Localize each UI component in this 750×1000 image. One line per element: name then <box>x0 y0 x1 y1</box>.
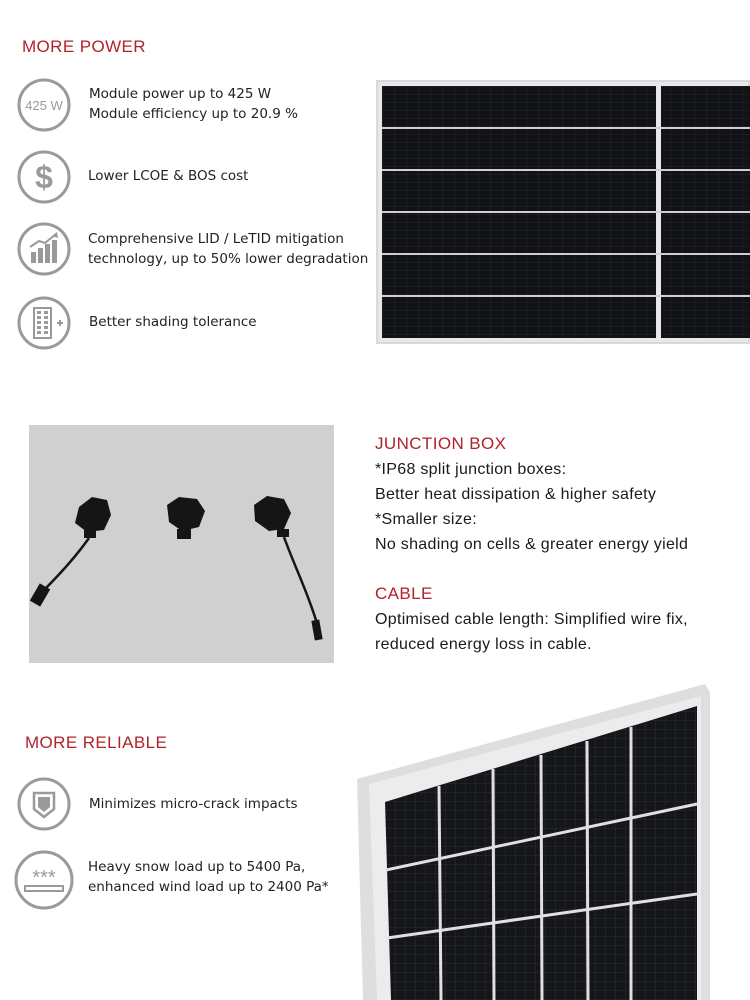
feature-line: Comprehensive LID / LeTID mitigation <box>88 231 344 247</box>
feature-line: Lower LCOE & BOS cost <box>88 168 249 184</box>
junction-line: Better heat dissipation & higher safety <box>375 486 657 503</box>
junction-box-text <box>375 457 688 557</box>
feature-line: enhanced wind load up to 2400 Pa* <box>88 879 329 895</box>
feature-line: technology, up to 50% lower degradation <box>88 251 369 267</box>
bar-chart-growth-icon <box>17 222 71 276</box>
more-reliable-heading: MORE RELIABLE <box>25 733 168 752</box>
feature-line: Module efficiency up to 20.9 % <box>89 106 298 122</box>
feature-line: Minimizes micro-crack impacts <box>89 796 298 812</box>
junction-line: *Smaller size: <box>375 511 478 528</box>
dollar-icon <box>17 150 71 204</box>
shield-icon <box>17 777 71 831</box>
cable-text <box>375 607 688 657</box>
feature-shading <box>89 312 257 332</box>
power-rating-icon <box>17 78 71 132</box>
feature-module-power <box>89 84 298 124</box>
solar-panel-front-image <box>376 80 750 344</box>
feature-lid-letid <box>88 229 368 269</box>
feature-line: Module power up to 425 W <box>89 86 272 102</box>
snow-symbol: *** <box>32 867 56 889</box>
power-badge-text: 425 W <box>25 98 63 113</box>
junction-box-heading: JUNCTION BOX <box>375 434 507 453</box>
panel-shading-icon <box>17 296 71 350</box>
snow-load-icon <box>14 850 74 910</box>
feature-micro-crack <box>89 794 298 814</box>
feature-line: Better shading tolerance <box>89 314 257 330</box>
junction-line: *IP68 split junction boxes: <box>375 461 567 478</box>
solar-panel-angled-image <box>355 684 750 1000</box>
feature-lcoe <box>88 166 248 186</box>
cable-line: Optimised cable length: Simplified wire fix, <box>375 611 688 628</box>
cable-heading: CABLE <box>375 584 433 603</box>
junction-box-image <box>29 425 334 663</box>
feature-line: Heavy snow load up to 5400 Pa, <box>88 859 306 875</box>
junction-line: No shading on cells & greater energy yield <box>375 536 689 553</box>
feature-snow-wind <box>88 857 329 897</box>
dollar-symbol: $ <box>35 159 53 195</box>
cable-line: reduced energy loss in cable. <box>375 636 592 653</box>
more-power-heading: MORE POWER <box>22 37 146 56</box>
